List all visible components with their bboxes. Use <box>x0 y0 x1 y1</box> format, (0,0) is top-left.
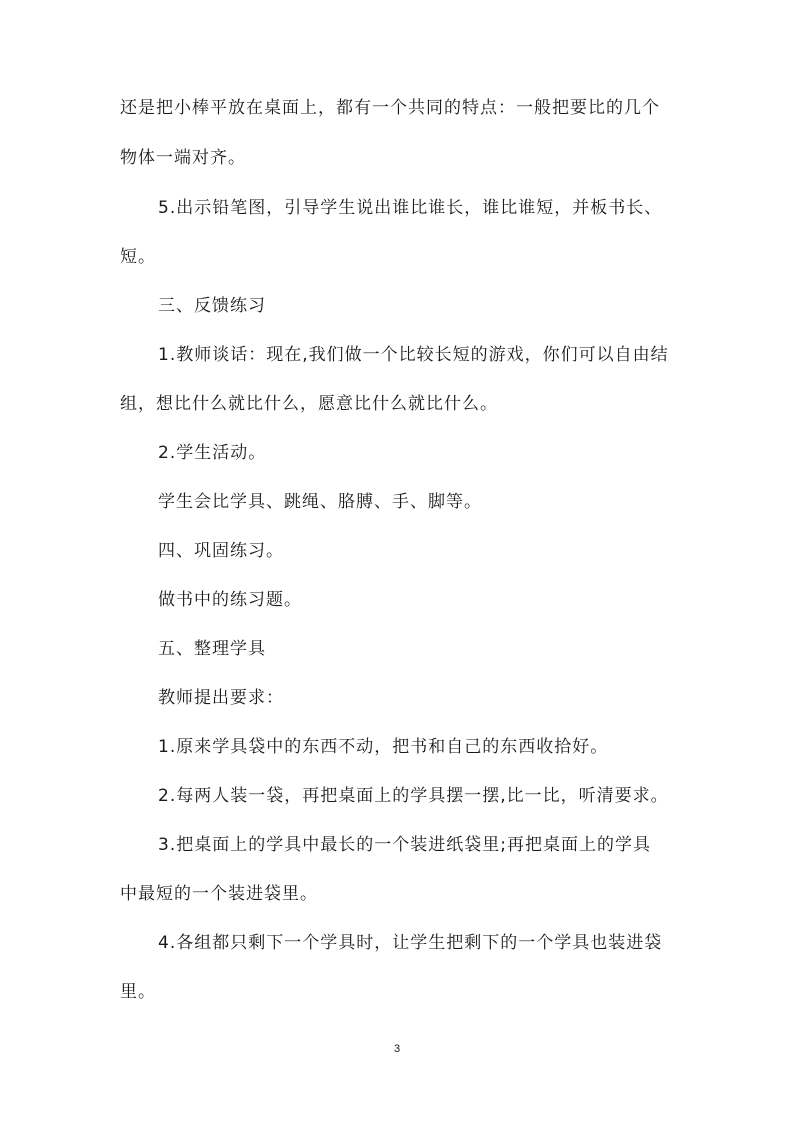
paragraph-line: 1.教师谈话：现在,我们做一个比较长短的游戏，你们可以自由结 <box>158 345 669 365</box>
paragraph-line: 组，想比什么就比什么，愿意比什么就比什么。 <box>120 394 498 414</box>
paragraph-line: 2.每两人装一袋，再把桌面上的学具摆一摆,比一比，听清要求。 <box>158 786 669 806</box>
paragraph-line: 5.出示铅笔图，引导学生说出谁比谁长，谁比谁短，并板书长、 <box>158 198 663 218</box>
paragraph-line: 2.学生活动。 <box>158 443 267 463</box>
section-heading: 五、整理学具 <box>158 639 266 659</box>
paragraph-line: 学生会比学具、跳绳、胳膊、手、脚等。 <box>158 492 482 512</box>
paragraph-line: 3.把桌面上的学具中最长的一个装进纸袋里;再把桌面上的学具 <box>158 835 651 855</box>
section-heading: 四、巩固练习。 <box>158 541 284 561</box>
paragraph-line: 短。 <box>120 247 156 267</box>
paragraph-line: 教师提出要求： <box>158 688 284 708</box>
paragraph-line: 1.原来学具袋中的东西不动，把书和自己的东西收拾好。 <box>158 737 609 757</box>
page-number: 3 <box>393 1043 401 1055</box>
paragraph-line: 中最短的一个装进袋里。 <box>120 884 318 904</box>
paragraph-line: 4.各组都只剩下一个学具时，让学生把剩下的一个学具也装进袋 <box>158 933 663 953</box>
paragraph-line: 物体一端对齐。 <box>120 148 246 168</box>
paragraph-line: 做书中的练习题。 <box>158 590 302 610</box>
paragraph-line: 里。 <box>120 982 156 1002</box>
paragraph-line: 还是把小棒平放在桌面上，都有一个共同的特点：一般把要比的几个 <box>120 98 660 118</box>
section-heading: 三、反馈练习 <box>158 296 266 316</box>
